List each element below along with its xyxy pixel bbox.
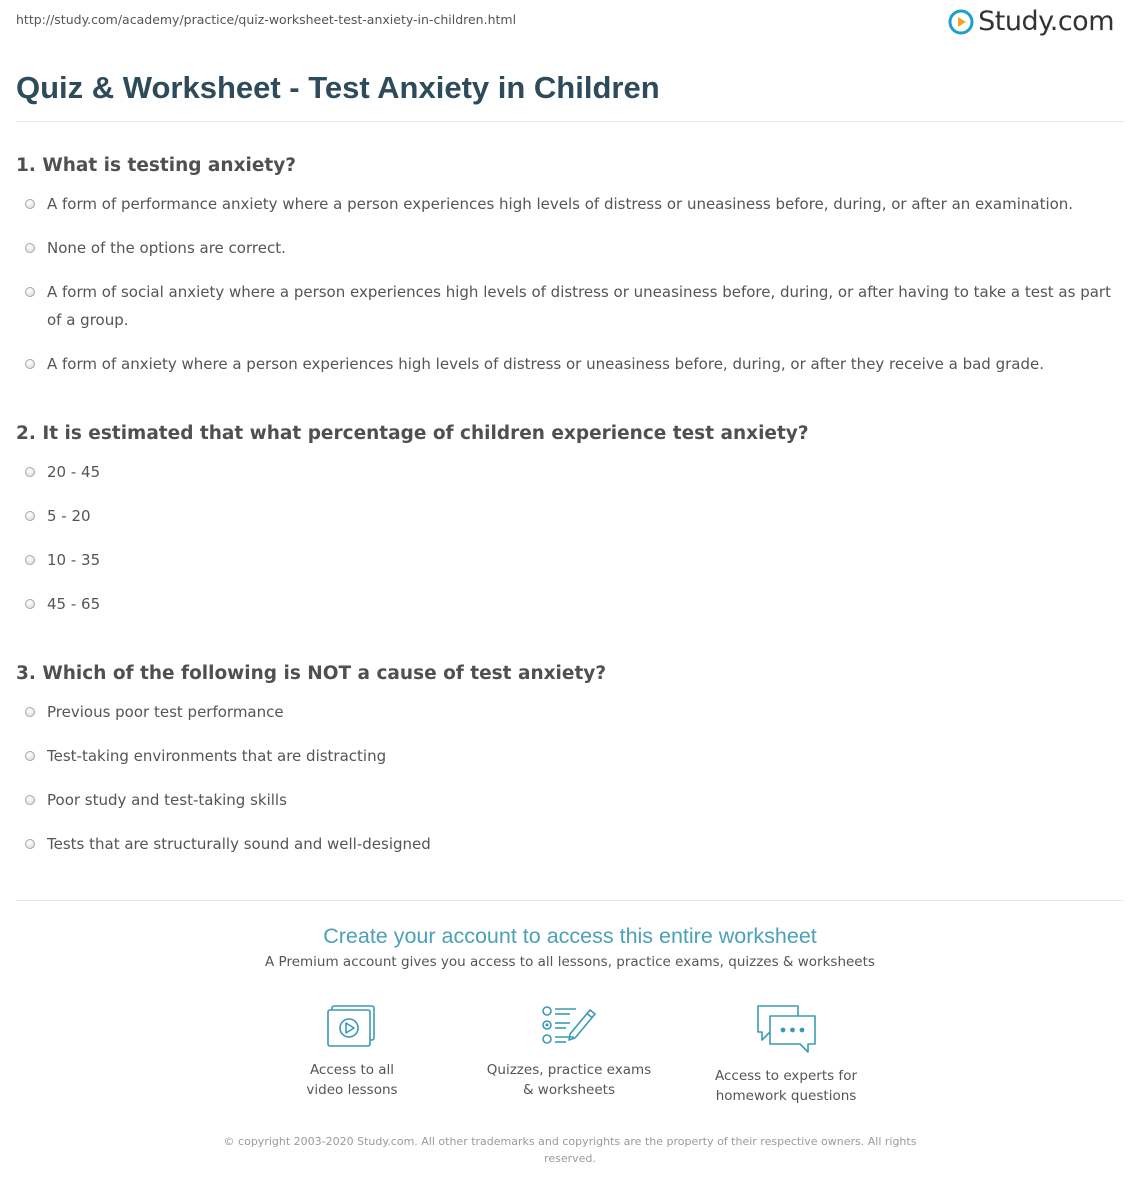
radio-button[interactable] (25, 599, 35, 609)
radio-button[interactable] (25, 555, 35, 565)
feature-experts (686, 1004, 886, 1106)
divider (16, 900, 1124, 901)
answer-option[interactable] (16, 502, 1124, 530)
question-text: 1. What is testing anxiety? (16, 155, 297, 176)
radio-button[interactable] (25, 511, 35, 521)
radio-button[interactable] (25, 287, 35, 297)
answer-option[interactable] (16, 698, 1124, 726)
option-label: A form of social anxiety where a person experiences high levels of distress or uneasiness before, during, or after having to take a test as part of a group. (47, 283, 1111, 329)
radio-button[interactable] (25, 359, 35, 369)
answer-option[interactable] (16, 786, 1124, 814)
option-label: 20 - 45 (47, 463, 101, 481)
radio-button[interactable] (25, 795, 35, 805)
option-label: Test-taking environments that are distracting (47, 747, 387, 765)
question-2 (16, 423, 1124, 618)
option-label: Tests that are structurally sound and well-designed (47, 835, 431, 853)
cta-title[interactable]: Create your account to access this entire worksheet (323, 924, 817, 948)
chat-bubbles-icon (754, 1004, 818, 1054)
page-title: Quiz & Worksheet - Test Anxiety in Children (16, 70, 660, 105)
quiz-checklist-icon (540, 1004, 598, 1048)
radio-button[interactable] (25, 839, 35, 849)
divider (16, 121, 1124, 122)
play-circle-icon (948, 9, 974, 35)
feature-label: Quizzes, practice exams & worksheets (486, 1062, 652, 1098)
video-lessons-icon (325, 1004, 379, 1048)
feature-video-lessons (252, 1004, 452, 1100)
option-label: 45 - 65 (47, 595, 101, 613)
feature-label: Access to experts for homework questions (714, 1068, 857, 1104)
options-list (16, 458, 1124, 618)
answer-option[interactable] (16, 350, 1124, 378)
cta-subtitle: A Premium account gives you access to all lessons, practice exams, quizzes & worksheets (265, 954, 875, 970)
answer-option[interactable] (16, 458, 1124, 486)
feature-quizzes (469, 1004, 669, 1100)
question-text: 2. It is estimated that what percentage of children experience test anxiety? (16, 423, 809, 444)
option-label: A form of anxiety where a person experiences high levels of distress or uneasiness before, during, or after they receive a bad grade. (47, 355, 1044, 373)
answer-option[interactable] (16, 190, 1124, 218)
page-url: http://study.com/academy/practice/quiz-worksheet-test-anxiety-in-children.html (16, 12, 517, 27)
answer-option[interactable] (16, 234, 1124, 262)
question-1 (16, 155, 1124, 378)
option-label: A form of performance anxiety where a person experiences high levels of distress or uneasiness before, during, or after an examination. (47, 195, 1074, 213)
logo-text: Study.com (978, 6, 1114, 37)
radio-button[interactable] (25, 467, 35, 477)
answer-option[interactable] (16, 278, 1124, 334)
radio-button[interactable] (25, 199, 35, 209)
option-label: 5 - 20 (47, 507, 91, 525)
answer-option[interactable] (16, 830, 1124, 858)
copyright-notice: © copyright 2003-2020 Study.com. All other trademarks and copyrights are the property of their respective owners. All rights reserved. (223, 1135, 917, 1165)
option-label: Poor study and test-taking skills (47, 791, 287, 809)
question-3 (16, 663, 1124, 858)
answer-option[interactable] (16, 546, 1124, 574)
radio-button[interactable] (25, 243, 35, 253)
question-text: 3. Which of the following is NOT a cause of test anxiety? (16, 663, 607, 684)
answer-option[interactable] (16, 742, 1124, 770)
radio-button[interactable] (25, 751, 35, 761)
option-label: None of the options are correct. (47, 239, 286, 257)
option-label: Previous poor test performance (47, 703, 284, 721)
study-logo[interactable] (948, 6, 1114, 37)
answer-option[interactable] (16, 590, 1124, 618)
options-list (16, 190, 1124, 378)
feature-label: Access to all video lessons (306, 1062, 398, 1098)
option-label: 10 - 35 (47, 551, 101, 569)
radio-button[interactable] (25, 707, 35, 717)
options-list (16, 698, 1124, 858)
